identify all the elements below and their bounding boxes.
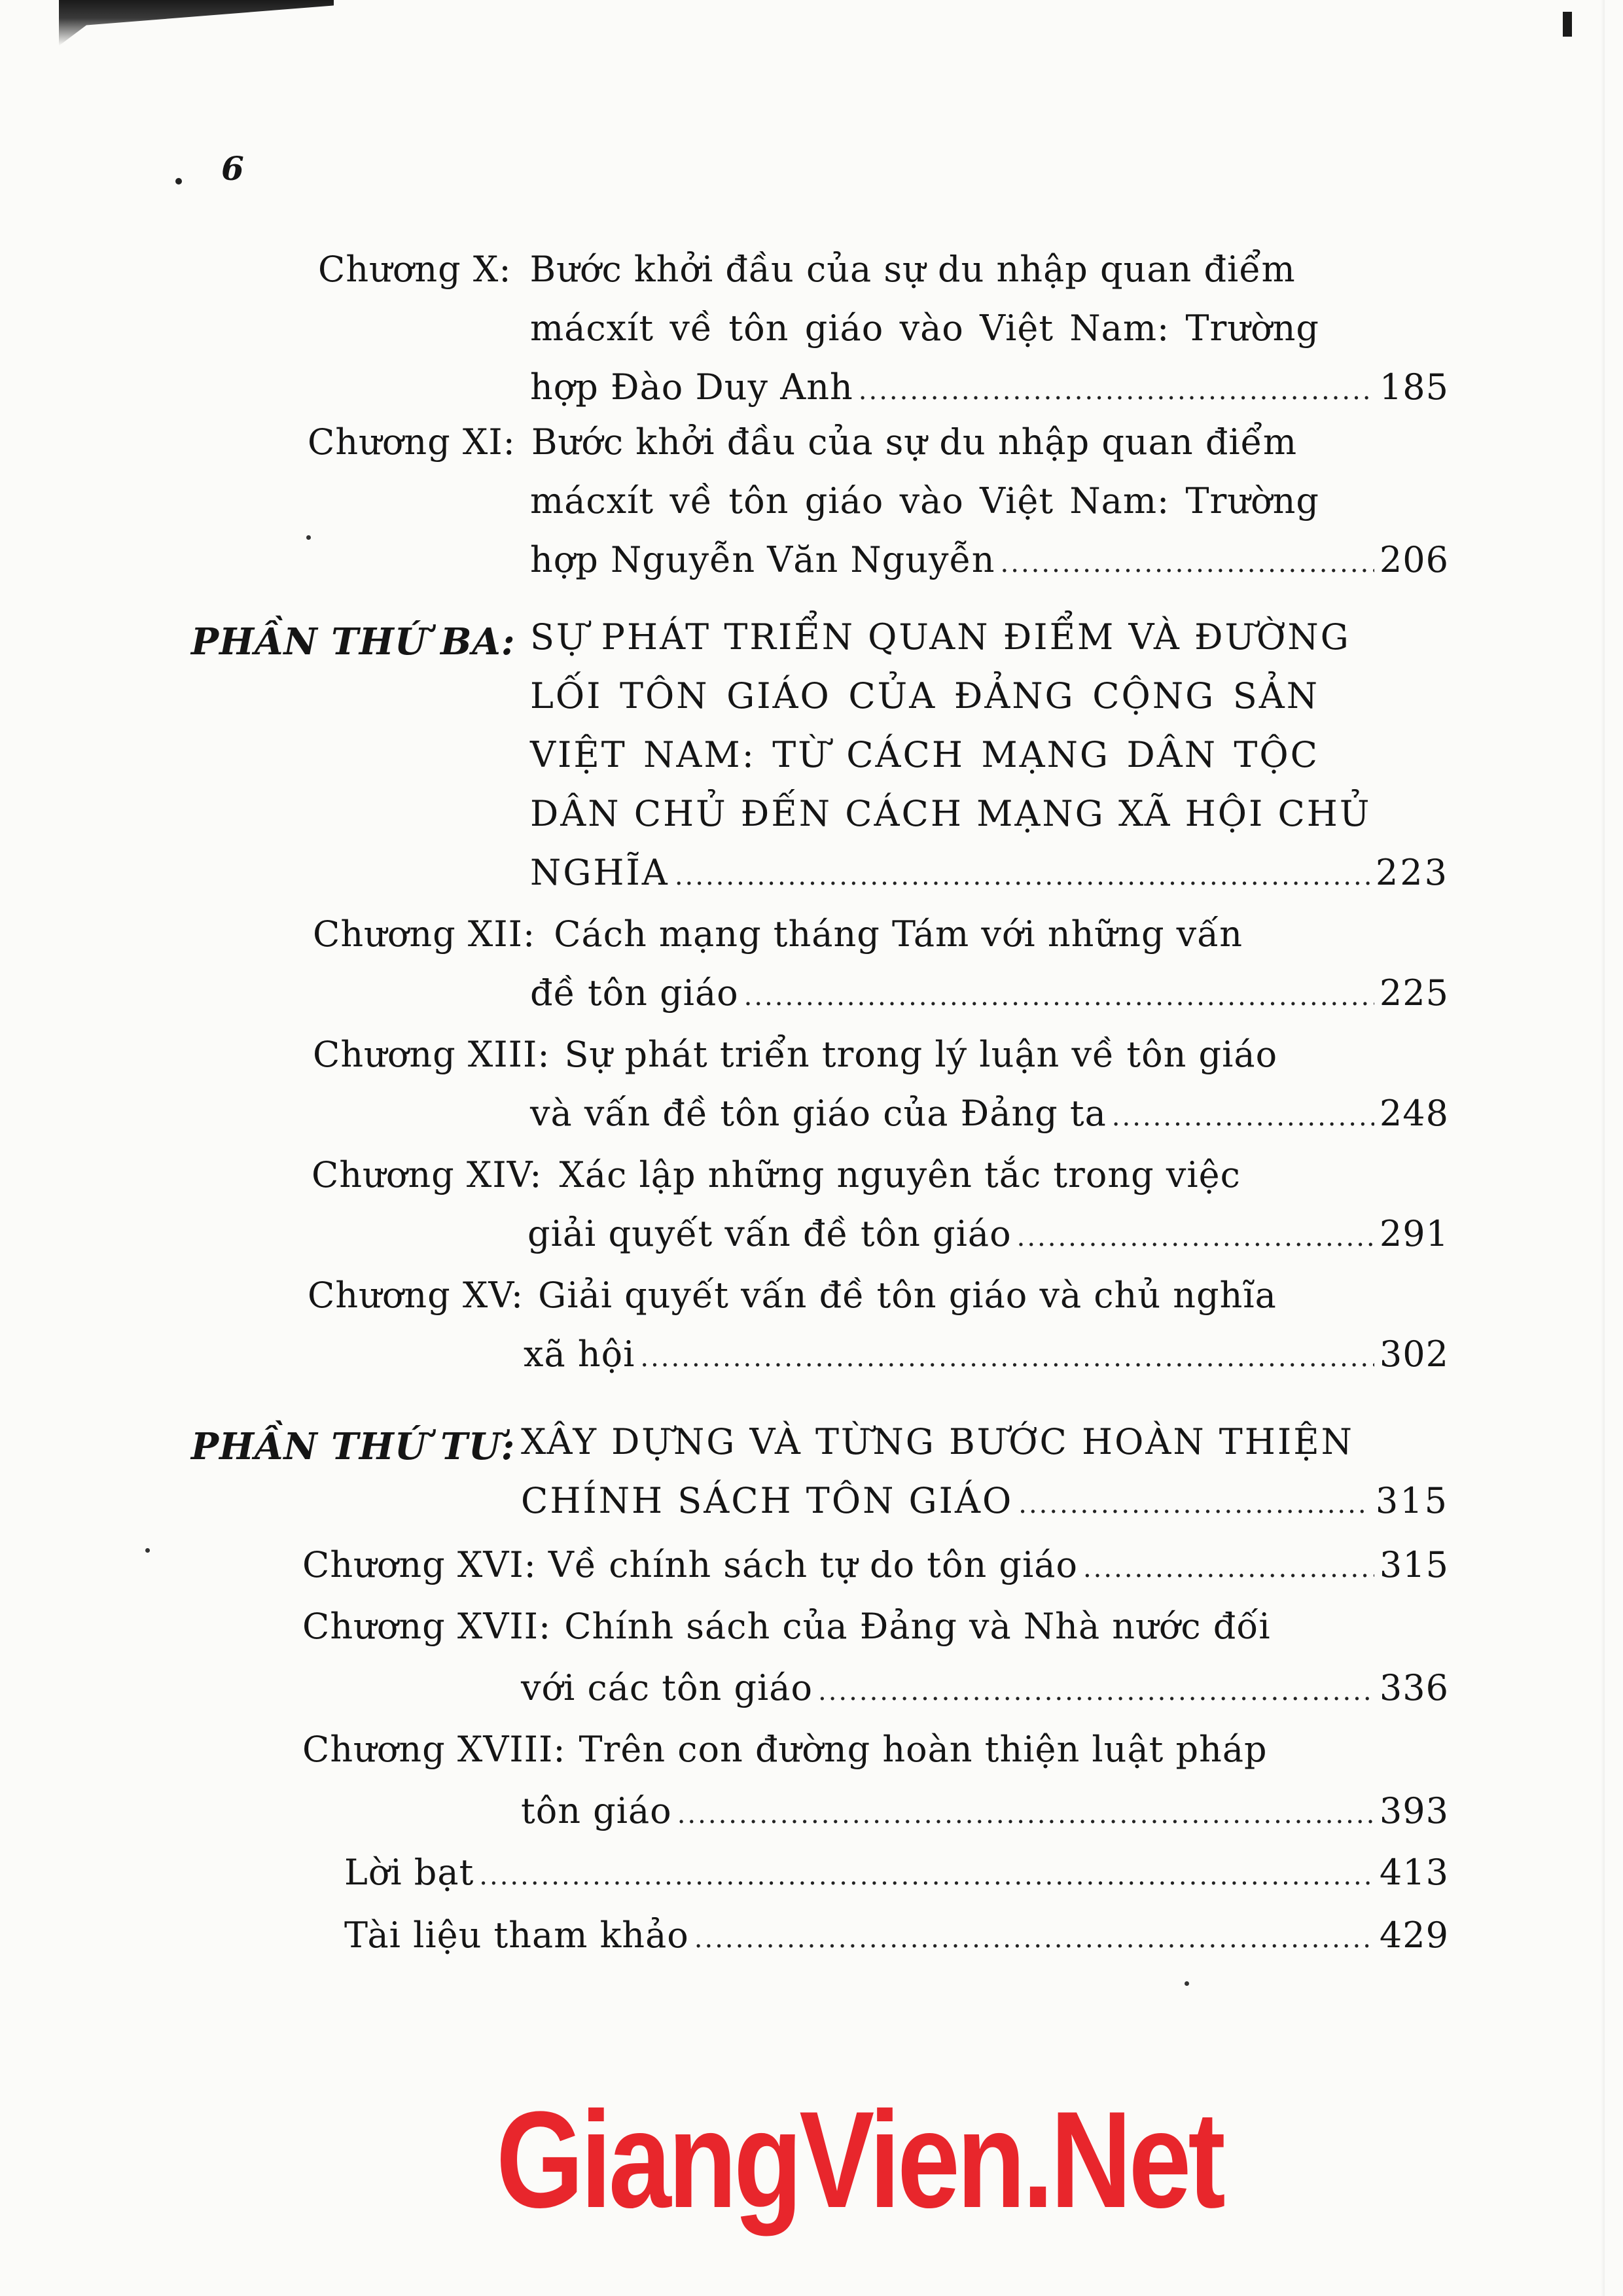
toc-title-text: mácxít về tôn giáo vào Việt Nam: Trường	[530, 480, 1319, 521]
page-number: 6	[221, 149, 244, 188]
toc-title-line	[530, 793, 1372, 845]
toc-entry-ch17[interactable]	[302, 1606, 1319, 1658]
toc-page-number: 393	[1379, 1790, 1449, 1831]
toc-entry-ch15[interactable]	[308, 1275, 1319, 1327]
toc-title-line	[530, 734, 1319, 786]
toc-title-text: VIỆT NAM: TỪ CÁCH MẠNG DÂN TỘC	[530, 734, 1319, 775]
toc-title-line: Bước khởi đầu của sự du nhập quan điểm	[531, 421, 1298, 463]
toc-entry-references[interactable]	[344, 1915, 1449, 1967]
toc-title-line: SỰ PHÁT TRIỂN QUAN ĐIỂM VÀ ĐƯỜNG	[530, 616, 1351, 658]
toc-dot-leader	[479, 1861, 1374, 1891]
toc-title-line: Sự phát triển trong lý luận về tôn giáo	[564, 1034, 1278, 1075]
toc-title-line	[530, 480, 1319, 533]
toc-page-number: 336	[1379, 1667, 1449, 1708]
toc-title-text: LỐI TÔN GIÁO CỦA ĐẢNG CỘNG SẢN	[530, 675, 1319, 716]
toc-title-text: hợp Đào Duy Anh	[530, 366, 853, 408]
toc-entry-ch14[interactable]	[312, 1154, 1319, 1207]
toc-dot-leader	[744, 981, 1374, 1012]
toc-entry-ch16[interactable]	[302, 1544, 1449, 1597]
toc-chapter-label: Chương XVII:	[302, 1606, 552, 1647]
toc-entry-ch11[interactable]	[308, 421, 1319, 474]
toc-dot-leader	[859, 376, 1374, 406]
toc-dot-leader	[675, 861, 1370, 891]
toc-entry-ch12[interactable]	[313, 913, 1319, 966]
toc-entry-ch13[interactable]	[313, 1034, 1319, 1086]
toc-title-text: Về chính sách tự do tôn giáo	[548, 1544, 1078, 1585]
watermark-logo: GiangVien.Net	[496, 2083, 1222, 2236]
toc-title-text: DÂN CHỦ ĐẾN CÁCH MẠNG XÃ HỘI CHỦ	[530, 793, 1372, 834]
toc-title-line: Bước khởi đầu của sự du nhập quan điểm	[529, 249, 1296, 290]
toc-title-text: NGHĨA	[530, 852, 669, 893]
toc-dot-leader	[1018, 1489, 1370, 1519]
toc-leader-line	[530, 972, 1449, 1025]
toc-title-text: mácxít về tôn giáo vào Việt Nam: Trường	[530, 308, 1319, 349]
toc-title-line: Trên con đường hoàn thiện luật pháp	[579, 1729, 1268, 1770]
toc-title-line: XÂY DỰNG VÀ TỪNG BƯỚC HOÀN THIỆN	[521, 1421, 1354, 1462]
toc-chapter-label: Chương XVI:	[302, 1544, 537, 1585]
toc-leader-line	[530, 366, 1449, 419]
toc-page-number: 185	[1379, 366, 1449, 408]
toc-chapter-label: Chương XI:	[308, 421, 516, 463]
toc-chapter-label: Chương XII:	[313, 913, 536, 955]
toc-chapter-label: Chương XIV:	[312, 1154, 543, 1195]
toc-dot-leader	[677, 1799, 1374, 1829]
toc-entry-part4[interactable]	[521, 1421, 1354, 1474]
toc-title-text: Lời bạt	[344, 1852, 474, 1893]
toc-page-number: 315	[1379, 1544, 1449, 1585]
toc-title-line: Cách mạng tháng Tám với những vấn	[554, 913, 1243, 955]
toc-dot-leader	[818, 1676, 1374, 1706]
toc-dot-leader	[1001, 548, 1374, 578]
toc-page-number: 413	[1379, 1852, 1449, 1893]
toc-page-number: 291	[1379, 1213, 1449, 1254]
toc-title-line: Chính sách của Đảng và Nhà nước đối	[564, 1606, 1271, 1647]
toc-part-label: PHẦN THỨ TƯ:	[191, 1425, 516, 1468]
toc-title-text: hợp Nguyễn Văn Nguyễn	[530, 539, 995, 580]
toc-page-number: 429	[1379, 1915, 1449, 1956]
toc-leader-line	[530, 539, 1449, 592]
toc-leader-line	[530, 852, 1449, 904]
toc-leader-line	[521, 1480, 1449, 1532]
toc-chapter-label: Chương XV:	[308, 1275, 524, 1316]
toc-entry-afterword[interactable]	[344, 1852, 1449, 1904]
toc-chapter-label: Chương X:	[318, 249, 512, 290]
toc-title-text: với các tôn giáo	[521, 1667, 813, 1708]
toc-leader-line	[521, 1790, 1449, 1843]
toc-page-number: 225	[1379, 972, 1449, 1014]
toc-title-text: đề tôn giáo	[530, 972, 739, 1014]
toc-dot-leader	[1112, 1102, 1374, 1132]
toc-page-number: 315	[1375, 1480, 1449, 1521]
toc-title-line	[530, 308, 1319, 360]
toc-title-text: tôn giáo	[521, 1790, 672, 1831]
toc-title-text: giải quyết vấn đề tôn giáo	[527, 1213, 1012, 1254]
toc-page-number: 206	[1379, 539, 1449, 580]
toc-page-number: 302	[1379, 1333, 1449, 1375]
toc-page-number: 248	[1379, 1093, 1449, 1134]
toc-page-number: 223	[1375, 852, 1449, 893]
toc-leader-line	[527, 1213, 1449, 1265]
toc-chapter-label: Chương XVIII:	[302, 1729, 566, 1770]
toc-title-line: Giải quyết vấn đề tôn giáo và chủ nghĩa	[538, 1275, 1277, 1316]
toc-entry-ch18[interactable]	[302, 1729, 1319, 1781]
toc-title-line	[530, 675, 1319, 728]
toc-title-text: xã hội	[524, 1333, 635, 1375]
toc-title-text: và vấn đề tôn giáo của Đảng ta	[530, 1093, 1107, 1134]
toc-title-line: Xác lập những nguyên tắc trong việc	[559, 1154, 1241, 1195]
toc-title-text: Tài liệu tham khảo	[344, 1915, 689, 1956]
toc-dot-leader	[1017, 1222, 1374, 1252]
toc-chapter-label: Chương XIII:	[313, 1034, 550, 1075]
toc-title-text: CHÍNH SÁCH TÔN GIÁO	[521, 1480, 1014, 1521]
toc-dot-leader	[694, 1924, 1374, 1954]
toc-part-label: PHẦN THỨ BA:	[191, 620, 516, 663]
toc-leader-line	[521, 1667, 1449, 1720]
toc-leader-line	[524, 1333, 1449, 1386]
toc-dot-leader	[640, 1343, 1374, 1373]
toc-leader-line	[530, 1093, 1449, 1145]
toc-entry-ch10[interactable]	[318, 249, 1319, 301]
toc-entry-part3[interactable]	[530, 616, 1351, 669]
toc-dot-leader	[1083, 1553, 1374, 1583]
